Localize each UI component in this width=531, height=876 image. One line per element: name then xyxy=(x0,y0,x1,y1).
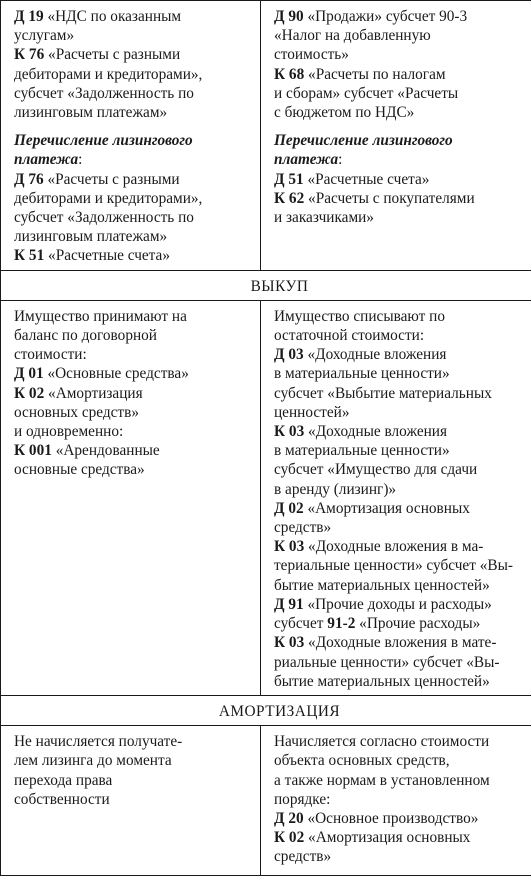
entry-text: «Расчеты с разными xyxy=(44,46,180,63)
entry-line xyxy=(274,633,531,652)
entry-text: ценностей» xyxy=(274,404,349,421)
entry-line xyxy=(274,480,531,499)
entry-line xyxy=(274,771,531,790)
entry-line xyxy=(14,131,254,150)
entry-line xyxy=(274,422,531,441)
section-header-row xyxy=(1,270,531,300)
entry-text: «НДС по оказанным xyxy=(44,8,181,25)
entry-line xyxy=(274,84,531,103)
entry-text: в аренду (лизинг)» xyxy=(274,481,396,498)
entry-text: субсчет «Имущество для сдачи xyxy=(274,461,477,478)
section-title-depreciation: АМОРТИЗАЦИЯ xyxy=(1,695,531,725)
entry-line xyxy=(274,556,531,575)
entry-line xyxy=(274,189,531,208)
entry-line xyxy=(14,790,254,809)
entry-line xyxy=(274,518,531,537)
entry-line xyxy=(274,103,531,122)
entry-line xyxy=(14,65,254,84)
account-code: Д 01 xyxy=(14,365,44,382)
account-code: К 03 xyxy=(274,634,304,651)
buyout-right-cell xyxy=(261,300,531,695)
entry-text: риальные ценности» субсчет «Вы- xyxy=(274,654,499,671)
entry-text: лем лизинга до момента xyxy=(14,752,172,769)
entry-text: стоимость» xyxy=(274,46,349,63)
entry-line xyxy=(274,7,531,26)
intro-right-cell xyxy=(261,1,531,271)
entry-line xyxy=(14,771,254,790)
entry-line xyxy=(274,26,531,45)
entry-line xyxy=(14,246,254,265)
buyout-row xyxy=(1,300,531,695)
entry-text: и заказчиками» xyxy=(274,209,374,226)
entry-line xyxy=(14,45,254,64)
entry-line xyxy=(14,26,254,45)
entry-text: Имущество принимают на xyxy=(14,308,187,325)
intro-row xyxy=(1,1,531,271)
entry-line xyxy=(14,732,254,751)
entry-text: и одновременно: xyxy=(14,423,123,440)
entry-line xyxy=(274,828,531,847)
entry-line xyxy=(14,84,254,103)
entry-text: «Доходные вложения в ма- xyxy=(304,538,483,555)
entry-line xyxy=(274,847,531,866)
entry-text: лизинговым платежам» xyxy=(14,104,167,121)
entry-text: основные средства» xyxy=(14,461,145,478)
entry-line xyxy=(14,751,254,770)
entry-text: баланс по договорной xyxy=(14,327,157,344)
section-header-row xyxy=(1,695,531,725)
entry-line xyxy=(274,131,531,150)
entry-text: а также нормам в установленном xyxy=(274,772,490,789)
account-code: Д 19 xyxy=(14,8,44,25)
entry-text: субсчет «Выбытие материальных xyxy=(274,385,492,402)
entry-line xyxy=(14,7,254,26)
section-title-buyout: ВЫКУП xyxy=(1,270,531,300)
account-code: К 76 xyxy=(14,46,44,63)
entry-line xyxy=(274,45,531,64)
entry-line xyxy=(274,751,531,770)
entry-line xyxy=(14,345,254,364)
entry-line xyxy=(274,576,531,595)
entry-line xyxy=(274,537,531,556)
entry-text: «Налог на добавленную xyxy=(274,27,431,44)
entry-line xyxy=(14,227,254,246)
account-code: Д 91 xyxy=(274,596,304,613)
entry-text: платежа: xyxy=(14,151,82,168)
entry-text: в материальные ценности» xyxy=(274,442,450,459)
entry-text: объекта основных средств, xyxy=(274,752,450,769)
entry-line xyxy=(14,307,254,326)
entry-line xyxy=(14,189,254,208)
entry-line xyxy=(274,384,531,403)
account-code: К 03 xyxy=(274,423,304,440)
entry-text: платежа: xyxy=(274,151,342,168)
account-code: Д 03 xyxy=(274,346,304,363)
entry-line xyxy=(14,403,254,422)
entry-text: перехода права xyxy=(14,772,112,789)
entry-line xyxy=(14,441,254,460)
entry-text: «Расчеты с разными xyxy=(44,171,180,188)
entry-line xyxy=(274,653,531,672)
entry-text: услугам» xyxy=(14,27,74,44)
entry-text: териальные ценности» субсчет «Вы- xyxy=(274,557,513,574)
account-code: К 51 xyxy=(14,247,44,264)
entry-line xyxy=(274,809,531,828)
account-code: Д 51 xyxy=(274,171,304,188)
depreciation-right-cell xyxy=(261,726,531,876)
entry-line xyxy=(274,326,531,345)
account-code: Д 90 xyxy=(274,8,304,25)
entry-text: «Основные средства» xyxy=(44,365,189,382)
entry-line xyxy=(274,307,531,326)
account-code: К 62 xyxy=(274,190,304,207)
entry-line xyxy=(274,614,531,633)
line-gap xyxy=(14,122,254,131)
entry-text: «Доходные вложения xyxy=(304,346,447,363)
depreciation-left-cell xyxy=(1,726,261,876)
entry-line xyxy=(14,150,254,169)
account-code: К 001 xyxy=(14,442,52,459)
entry-line xyxy=(274,345,531,364)
entry-line xyxy=(14,208,254,227)
depreciation-row xyxy=(1,726,531,876)
account-code: К 68 xyxy=(274,66,304,83)
entry-text: собственности xyxy=(14,791,110,808)
account-code: Д 20 xyxy=(274,810,304,827)
account-code: К 02 xyxy=(274,829,304,846)
entry-line xyxy=(274,441,531,460)
entry-line xyxy=(274,499,531,518)
entry-line xyxy=(14,460,254,479)
entry-text: «Прочие доходы и расходы» xyxy=(304,596,492,613)
account-code: К 02 xyxy=(14,385,44,402)
entry-text: «Амортизация основных xyxy=(304,500,470,517)
entry-text: «Амортизация основных xyxy=(304,829,470,846)
entry-text: «Расчетные счета» xyxy=(304,171,430,188)
entry-text: «Доходные вложения в мате- xyxy=(304,634,496,651)
entry-line xyxy=(274,208,531,227)
entry-text: и сборам» субсчет «Расчеты xyxy=(274,85,458,102)
entry-text: лизинговым платежам» xyxy=(14,228,167,245)
entry-text: субсчет «Задолженность по xyxy=(14,85,194,102)
entry-text: субсчет 91-2 «Прочие расходы» xyxy=(274,615,480,632)
entry-text: основных средств» xyxy=(14,404,139,421)
entry-text: «Расчеты с покупателями xyxy=(304,190,474,207)
entry-text: «Расчетные счета» xyxy=(44,247,170,264)
entry-line xyxy=(274,65,531,84)
entry-text: Перечисление лизингового xyxy=(274,132,453,149)
entry-text: средств» xyxy=(274,848,331,865)
entry-text: стоимости: xyxy=(14,346,87,363)
entry-text: остаточной стоимости: xyxy=(274,327,424,344)
entry-line xyxy=(274,732,531,751)
entry-line xyxy=(14,384,254,403)
entry-text: «Продажи» субсчет 90-3 xyxy=(304,8,468,25)
entry-line xyxy=(274,595,531,614)
entry-line xyxy=(14,326,254,345)
account-code: Д 02 xyxy=(274,500,304,517)
entry-text: в материальные ценности» xyxy=(274,365,450,382)
entry-line xyxy=(274,403,531,422)
entry-text: «Основное производство» xyxy=(304,810,479,827)
buyout-left-cell xyxy=(1,300,261,695)
intro-left-cell xyxy=(1,1,261,271)
entry-line xyxy=(274,364,531,383)
entry-text: бытие материальных ценностей» xyxy=(274,577,490,594)
entry-text: Перечисление лизингового xyxy=(14,132,193,149)
entry-line xyxy=(14,170,254,189)
entry-text: с бюджетом по НДС» xyxy=(274,104,414,121)
entry-text: «Доходные вложения xyxy=(304,423,447,440)
entry-text: порядке: xyxy=(274,791,330,808)
entry-line xyxy=(14,364,254,383)
entry-line xyxy=(274,790,531,809)
entry-text: Имущество списывают по xyxy=(274,308,445,325)
entry-line xyxy=(274,150,531,169)
line-gap xyxy=(274,122,531,131)
account-code: Д 76 xyxy=(14,171,44,188)
entry-text: дебиторами и кредиторами», xyxy=(14,66,202,83)
entry-line xyxy=(274,672,531,691)
entry-text: «Расчеты по налогам xyxy=(304,66,445,83)
entry-text: Не начисляется получате- xyxy=(14,733,182,750)
entry-line xyxy=(14,422,254,441)
entry-text: дебиторами и кредиторами», xyxy=(14,190,202,207)
entry-line xyxy=(14,103,254,122)
entry-line xyxy=(274,460,531,479)
entry-text: субсчет «Задолженность по xyxy=(14,209,194,226)
account-code: К 03 xyxy=(274,538,304,555)
entry-text: Начисляется согласно стоимости xyxy=(274,733,489,750)
entry-text: «Арендованные xyxy=(52,442,160,459)
entry-text: бытие материальных ценностей» xyxy=(274,673,490,690)
entry-text: средств» xyxy=(274,519,331,536)
entry-line xyxy=(274,170,531,189)
entry-text: «Амортизация xyxy=(44,385,142,402)
